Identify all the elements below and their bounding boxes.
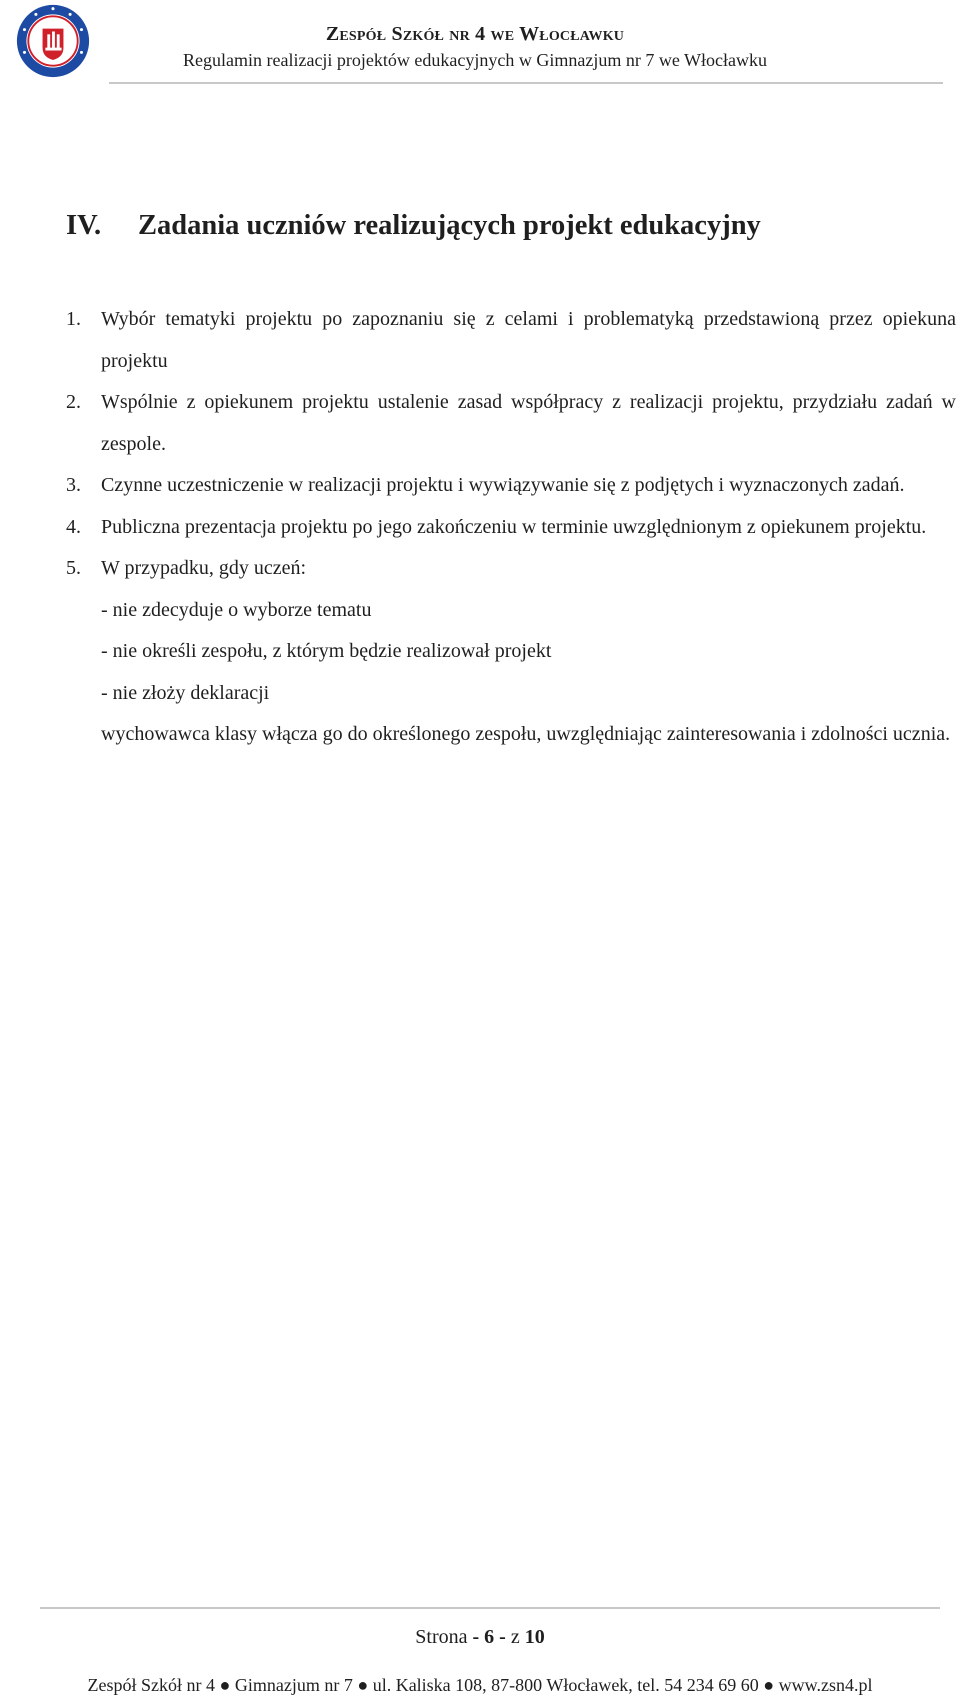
- list-item: [66, 382, 956, 465]
- section-title: Zadania uczniów realizujących projekt edukacyjny: [138, 210, 761, 241]
- document-title: Regulamin realizacji projektów edukacyjnych w Gimnazjum nr 7 we Włocławku: [183, 50, 767, 70]
- item-number: 1.: [66, 308, 81, 330]
- page-prefix: Strona: [415, 1626, 468, 1648]
- item-text: Publiczna prezentacja projektu po jego zakończeniu w terminie uwzględnionym z opiekunem projektu.: [101, 515, 927, 538]
- item-number: 4.: [66, 515, 81, 538]
- section-number: IV.: [66, 210, 102, 241]
- item-number: 3.: [66, 474, 81, 496]
- section-heading: [66, 208, 761, 244]
- footer-contact-info: Zespół Szkół nr 4 ● Gimnazjum nr 7 ● ul. Kaliska 108, 87-800 Włocławek, tel. 54 234 69 60 ● www.zsn4.pl: [87, 1675, 873, 1695]
- list-item: [66, 299, 956, 382]
- footer-divider: [40, 1607, 940, 1609]
- item-text: Czynne uczestniczenie w realizacji projektu i wywiązywanie się z podjętych i wyznaczonych zadań.: [101, 474, 905, 496]
- current-page: - 6 -: [472, 1626, 506, 1648]
- page-header: [0, 0, 960, 90]
- sub-item: - nie określi zespołu, z którym będzie realizował projekt: [101, 640, 552, 662]
- header-divider: [109, 82, 943, 84]
- item-number: 2.: [66, 391, 81, 413]
- item-text: Wspólnie z opiekunem projektu ustalenie zasad współpracy z realizacji projektu, przydziału zadań w zespole.: [101, 391, 956, 455]
- list-item: [66, 465, 956, 507]
- list-item: [66, 548, 956, 756]
- list-item: [66, 507, 956, 549]
- item-conclusion: wychowawca klasy włącza go do określonego zespołu, uwzględniając zainteresowania i zdolności ucznia.: [101, 723, 951, 745]
- school-crest-logo: [15, 3, 91, 79]
- item-text: Wybór tematyki projektu po zapoznaniu się z celami i problematyką przedstawioną przez opiekuna projektu: [101, 308, 956, 372]
- sub-item: - nie zdecyduje o wyborze tematu: [101, 598, 372, 621]
- page-separator: z: [510, 1626, 520, 1648]
- item-text: W przypadku, gdy uczeń:: [101, 557, 307, 579]
- total-pages: 10: [524, 1626, 545, 1648]
- item-number: 5.: [66, 557, 81, 579]
- task-list: [66, 299, 956, 756]
- sub-item: - nie złoży deklaracji: [101, 681, 270, 704]
- header-text: [110, 22, 840, 72]
- page-number: [0, 1624, 960, 1650]
- school-name: Zespół Szkół nr 4 we Włocławku: [325, 23, 625, 45]
